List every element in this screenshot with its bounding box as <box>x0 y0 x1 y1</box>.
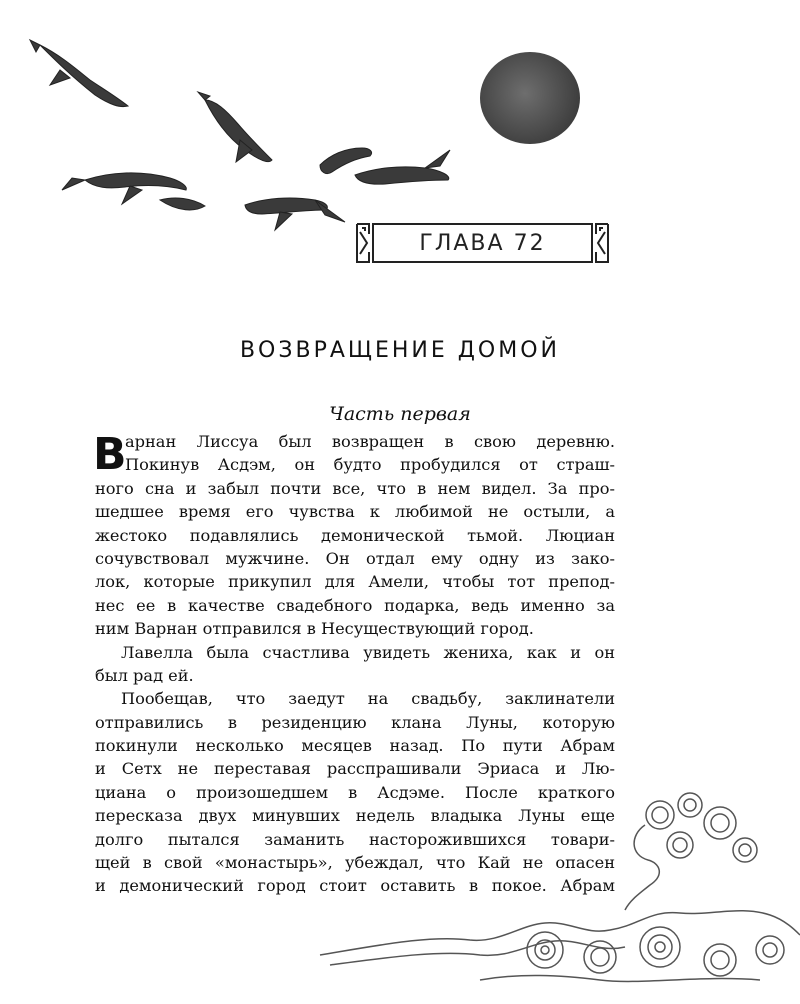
text-line: и демонический город стоит оставить в покое. Абрам <box>95 876 615 896</box>
text-line: и Сетх не переставая расспрашивали Эриаса и Лю- <box>95 759 615 779</box>
text-line: щей в свой «монастырь», убеждал, что Кай не опасен <box>95 853 615 873</box>
text-line: арнан Лиссуа был возвращен в свою деревню. <box>125 432 615 451</box>
text-line: циана о произошедшем в Асдэме. После краткого <box>95 782 615 802</box>
chapter-title: ВОЗВРАЩЕНИЕ ДОМОЙ <box>239 338 561 363</box>
text-line: отправились в резиденцию клана Луны, которую <box>95 712 615 732</box>
chapter-number: ГЛАВА 72 <box>419 230 546 256</box>
text-line: сочувствовал мужчине. Он отдал ему одну из зако- <box>95 548 615 568</box>
text-line: долго пытался заманить насторожившихся товари- <box>95 829 615 849</box>
text-line: ним Варнан отправился в Несуществующий город. <box>95 619 534 639</box>
text-line: ного сна и забыл почти все, что в нем видел. За про- <box>95 478 615 498</box>
moon-image <box>480 52 580 144</box>
drop-cap: В <box>93 429 127 480</box>
text-line: Лавелла была счастлива увидеть жениха, как и он <box>121 642 615 662</box>
text-line: пересказа двух минувших недель владыка Луны еще <box>95 806 615 826</box>
chapter-heading <box>355 220 610 266</box>
text-line: Пообещав, что заедут на свадьбу, заклинатели <box>121 689 615 709</box>
text-line: Покинув Асдэм, он будто пробудился от страш- <box>125 455 615 475</box>
text-line: нес ее в качестве свадебного подарка, ведь именно за <box>95 595 615 615</box>
text-line: был рад ей. <box>95 665 194 685</box>
cloud-ornament <box>0 775 800 1000</box>
text-line: покинули несколько месяцев назад. По пути Абрам <box>95 736 615 756</box>
text-line: жестоко подавлялись демонической тьмой. Люциан <box>95 525 615 545</box>
text-line: лок, которые прикупил для Амели, чтобы тот препод- <box>95 572 615 592</box>
text-line: шедшее время его чувства к любимой не остыли, а <box>95 502 615 522</box>
chapter-subtitle: Часть первая <box>329 403 471 425</box>
